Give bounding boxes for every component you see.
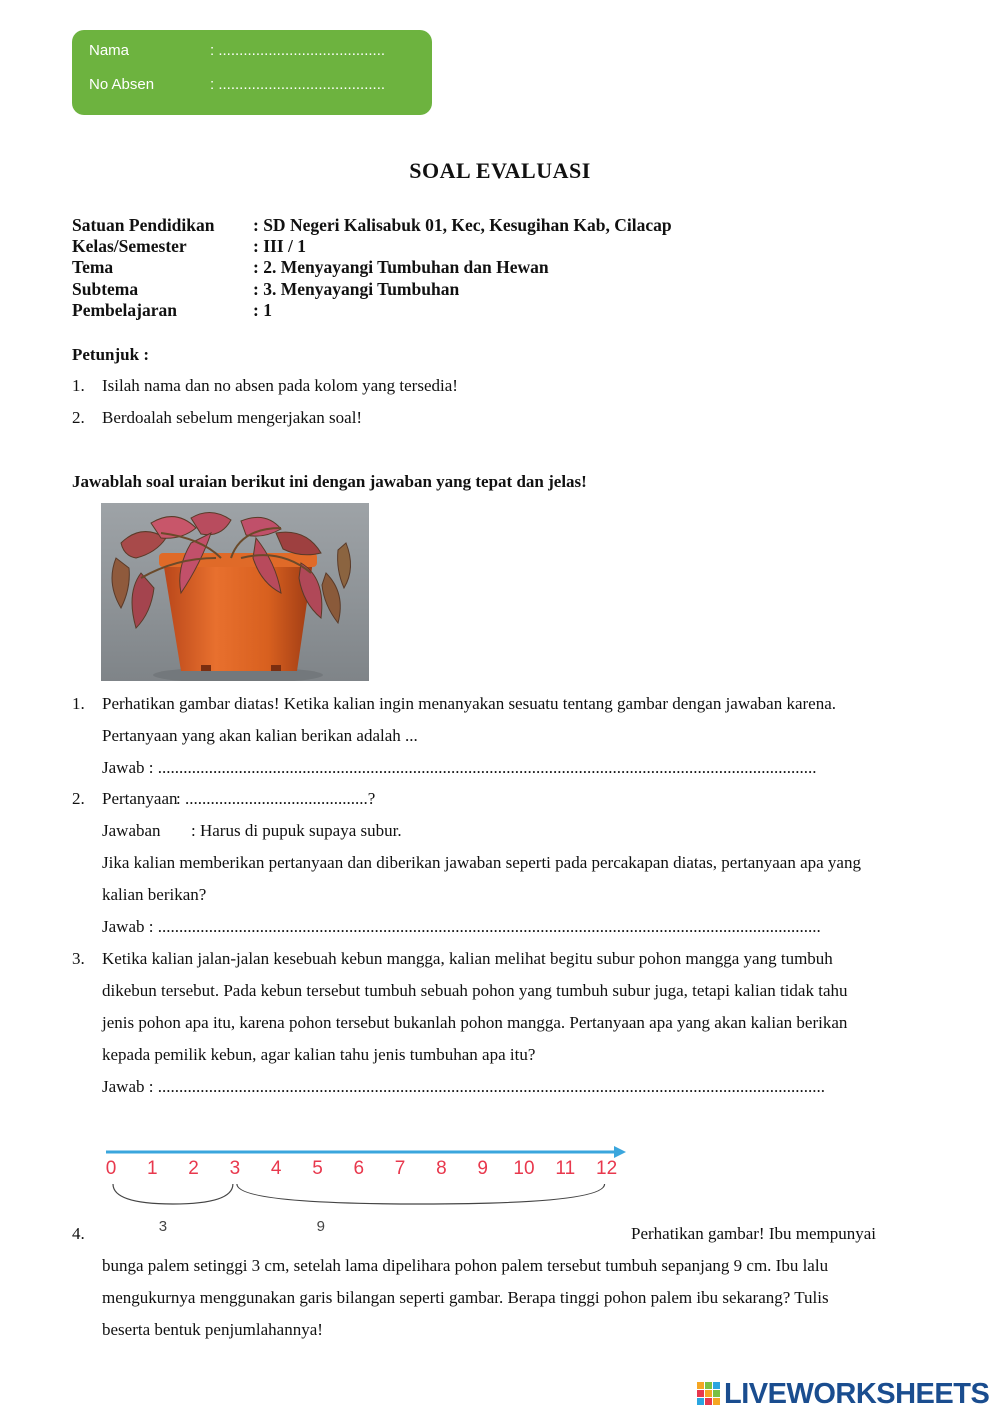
meta-label: Pembelajaran <box>72 299 177 320</box>
meta-label: Subtema <box>72 278 139 299</box>
number-line-jump-arc <box>113 1184 233 1204</box>
logo-grid-icon <box>697 1382 721 1406</box>
meta-row <box>72 300 872 321</box>
meta-value: : 1 <box>253 299 272 320</box>
instruction-text: Isilah nama dan no absen pada kolom yang tersedia! <box>102 376 458 395</box>
meta-row <box>72 279 872 300</box>
number-line-tick-label: 0 <box>105 1158 117 1179</box>
number-line-tick-label: 9 <box>477 1158 488 1179</box>
liveworksheets-logo <box>697 1376 997 1412</box>
number-line-tick-label: 11 <box>555 1158 576 1179</box>
question-number: 3. <box>72 949 85 968</box>
number-line-jump-label: 3 <box>158 1218 168 1235</box>
question-2-question-label: Pertanyaan <box>102 789 178 808</box>
number-line-tick-label: 2 <box>188 1158 199 1179</box>
number-line-arrowhead <box>614 1146 626 1158</box>
number-line-tick-label: 4 <box>270 1158 282 1179</box>
question-2-question-field[interactable]: : ...........................................? <box>176 789 376 808</box>
wilted-plant-illustration <box>101 503 369 681</box>
meta-value: : 3. Menyayangi Tumbuhan <box>253 278 460 299</box>
name-label: Nama <box>89 42 130 59</box>
meta-row <box>72 215 872 236</box>
question-number: 2. <box>72 789 85 808</box>
question-2-answer-label: Jawaban <box>102 821 161 840</box>
question-3-text-line: kepada pemilik kebun, agar kalian tahu jenis tumbuhan apa itu? <box>102 1045 536 1064</box>
instruction-item <box>72 376 872 398</box>
name-row <box>89 42 420 62</box>
question-2-text-line: kalian berikan? <box>102 885 207 904</box>
question-4-text-line: bunga palem setinggi 3 cm, setelah lama dipelihara pohon palem tersebut tumbuh sepanjang 9 cm. Ibu lalu <box>102 1256 829 1275</box>
number-line-tick-label: 7 <box>394 1158 406 1179</box>
question-4-text-line: beserta bentuk penjumlahannya! <box>102 1320 323 1339</box>
number-line-tick-label: 5 <box>312 1158 323 1179</box>
meta-row <box>72 257 872 278</box>
instructions-heading: Petunjuk : <box>72 345 149 364</box>
question-2-answer-field[interactable]: Jawab : ............................................................................................................................................................ <box>102 917 821 936</box>
absen-row <box>89 76 420 96</box>
wilted-plant-photo <box>101 503 369 681</box>
question-1-text-line: Perhatikan gambar diatas! Ketika kalian ingin menanyakan sesuatu tentang gambar dengan jawaban karena. <box>102 694 837 713</box>
instruction-item <box>72 408 872 430</box>
meta-label: Tema <box>72 257 114 278</box>
number-line-tick-label: 1 <box>147 1158 158 1179</box>
question-2-text-line: Jika kalian memberikan pertanyaan dan diberikan jawaban seperti pada percakapan diatas, pertanyaan apa yang <box>102 853 861 872</box>
question-4-text-line: mengukurnya menggunakan garis bilangan seperti gambar. Berapa tinggi pohon palem ibu sekarang? Tulis <box>102 1288 829 1307</box>
number-line-figure <box>100 1140 640 1240</box>
question-3-answer-field[interactable]: Jawab : ............................................................................................................................................................. <box>102 1077 825 1096</box>
number-line-tick-label: 12 <box>596 1158 618 1179</box>
logo-text: LIVEWORKSHEETS <box>724 1378 990 1410</box>
absen-label: No Absen <box>89 76 155 93</box>
number-line-tick-label: 8 <box>436 1158 447 1179</box>
meta-label: Satuan Pendidikan <box>72 215 215 235</box>
instruction-text: Berdoalah sebelum mengerjakan soal! <box>102 408 363 427</box>
name-field[interactable]: : ........................................ <box>210 42 386 59</box>
question-2-question-row <box>102 789 376 809</box>
question-1-text-line: Pertanyaan yang akan kalian berikan adalah ... <box>102 726 418 745</box>
question-3-text-line: jenis pohon apa itu, karena pohon tersebut bukanlah pohon mangga. Pertanyaan apa yang akan kalian berikan <box>102 1013 848 1032</box>
question-2-answer-value: : Harus di pupuk supaya subur. <box>191 821 402 840</box>
meta-value: : SD Negeri Kalisabuk 01, Kec, Kesugihan Kab, Cilacap <box>253 215 672 235</box>
question-number: 1. <box>72 694 85 713</box>
number-line-jump-arc <box>237 1184 605 1204</box>
number-line-tick-label: 6 <box>353 1158 365 1179</box>
instruction-number: 1. <box>72 376 85 395</box>
question-2-answer-row <box>102 821 502 841</box>
question-number: 4. <box>72 1224 85 1243</box>
meta-label: Kelas/Semester <box>72 236 187 257</box>
number-line-tick-label: 10 <box>513 1158 535 1179</box>
question-4-text-line: Perhatikan gambar! Ibu mempunyai <box>631 1224 877 1243</box>
meta-info <box>72 215 872 321</box>
absen-field[interactable]: : ........................................ <box>210 76 386 93</box>
number-line-tick-label: 3 <box>229 1158 241 1179</box>
meta-value: : 2. Menyayangi Tumbuhan dan Hewan <box>253 257 549 278</box>
meta-row <box>72 236 872 257</box>
question-1-answer-field[interactable]: Jawab : ........................................................................................................................................................... <box>102 758 817 777</box>
number-line-svg <box>100 1140 640 1240</box>
question-3-text-line: Ketika kalian jalan-jalan kesebuah kebun mangga, kalian melihat begitu subur pohon mangga yang tumbuh <box>102 949 833 968</box>
page-title: SOAL EVALUASI <box>409 158 591 183</box>
instruction-number: 2. <box>72 408 85 427</box>
task-heading: Jawablah soal uraian berikut ini dengan jawaban yang tepat dan jelas! <box>72 472 587 491</box>
student-info-box <box>72 30 432 115</box>
question-3-text-line: dikebun tersebut. Pada kebun tersebut tumbuh sebuah pohon yang tumbuh subur juga, tetapi kalian tidak tahu <box>102 981 848 1000</box>
meta-value: : III / 1 <box>253 236 306 257</box>
number-line-jump-label: 9 <box>316 1218 325 1235</box>
